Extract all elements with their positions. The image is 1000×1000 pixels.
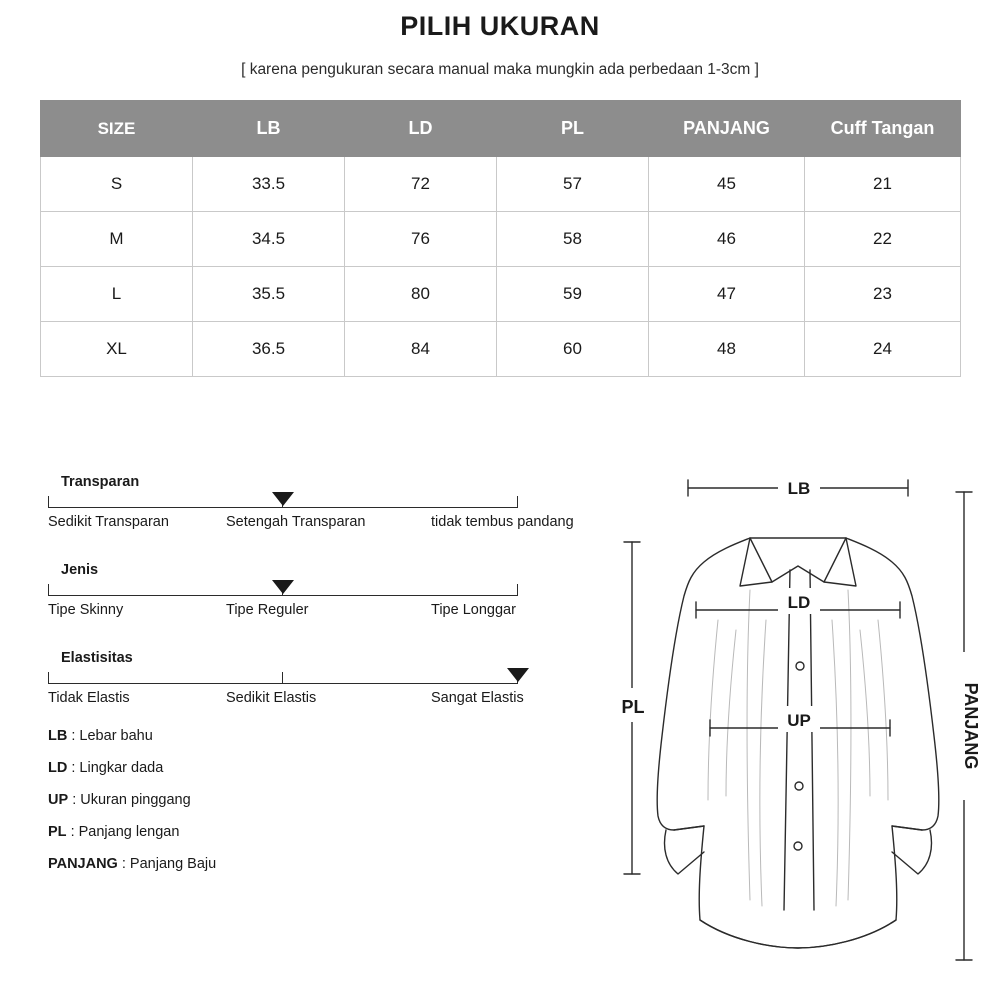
cell-panjang: 47 [649, 267, 805, 322]
cell-panjang: 45 [649, 157, 805, 212]
legend-value: : Panjang Baju [121, 856, 217, 872]
scale-axis [48, 595, 518, 596]
lower-section [0, 452, 1000, 1000]
cuff-right-flare [892, 830, 932, 874]
cell-cuff: 22 [805, 212, 961, 267]
scale-tick-label: Sangat Elastis [431, 690, 524, 706]
shirt-collar-opening [750, 538, 846, 582]
scale-tick-label: Setengah Transparan [226, 514, 366, 530]
scale-elastisitas [48, 650, 608, 712]
size-table-head [41, 101, 961, 157]
button-4 [795, 782, 803, 790]
legend-key: PL [48, 824, 67, 840]
panjang-label: PANJANG [961, 682, 981, 770]
legend-value: : Panjang lengan [70, 824, 180, 840]
scale-tick-label: Tipe Skinny [48, 602, 124, 618]
column-header-cuff-tangan: Cuff Tangan [805, 101, 961, 157]
scale-tick-label: Sedikit Elastis [226, 690, 317, 706]
scale-tick-label: Tipe Reguler [226, 602, 309, 618]
column-header-pl: PL [497, 101, 649, 157]
cuff-left-line [674, 826, 704, 830]
cell-cuff: 23 [805, 267, 961, 322]
cell-ld: 80 [345, 267, 497, 322]
size-table [40, 100, 961, 377]
cuff-right-line [892, 826, 922, 830]
page-title: PILIH UKURAN [400, 11, 600, 41]
up-label: UP [787, 711, 811, 730]
scale-transparan [48, 474, 608, 536]
scale-title: Transparan [61, 474, 140, 490]
shirt-diagram-svg [600, 470, 996, 982]
fold [726, 630, 736, 796]
fold [860, 630, 870, 796]
column-header-ld: LD [345, 101, 497, 157]
list-item [48, 728, 216, 744]
cell-size: XL [41, 322, 193, 377]
cell-pl: 60 [497, 322, 649, 377]
scale-bar [48, 671, 518, 684]
fold [878, 620, 888, 800]
cell-lb: 34.5 [193, 212, 345, 267]
table-row [41, 267, 961, 322]
column-header-lb: LB [193, 101, 345, 157]
cell-cuff: 24 [805, 322, 961, 377]
cell-panjang: 46 [649, 212, 805, 267]
scale-tick-label: Tipe Longgar [431, 602, 516, 618]
button-2 [796, 662, 804, 670]
scale-axis [48, 683, 518, 684]
fold [747, 590, 750, 900]
table-row [41, 212, 961, 267]
scale-tick [48, 672, 49, 684]
scale-bar [48, 495, 518, 508]
scale-tick-label: tidak tembus pandang [431, 514, 574, 530]
legend-value: : Lingkar dada [71, 760, 164, 776]
cell-lb: 35.5 [193, 267, 345, 322]
legend-key: LB [48, 728, 68, 744]
lb-label: LB [787, 479, 811, 498]
legend-value: : Ukuran pinggang [72, 792, 191, 808]
scale-marker-triangle-icon [507, 668, 529, 682]
list-item [48, 792, 216, 808]
ld-label: LD [787, 593, 811, 612]
scale-tick [517, 496, 518, 508]
legend-key: LD [48, 760, 68, 776]
attribute-scales [48, 474, 608, 738]
scale-tick [48, 496, 49, 508]
scale-tick [282, 672, 283, 684]
page-subtitle: [ karena pengukuran secara manual maka mungkin ada perbedaan 1-3cm ] [241, 61, 759, 78]
column-header-panjang: PANJANG [649, 101, 805, 157]
cell-ld: 84 [345, 322, 497, 377]
size-table-wrapper [0, 79, 1000, 377]
fold [832, 620, 838, 906]
garment-measurement-diagram [600, 470, 996, 982]
scale-tick-label: Tidak Elastis [48, 690, 130, 706]
scale-tick-labels [48, 602, 608, 624]
scale-title: Jenis [61, 562, 99, 578]
cuff-left-flare [665, 830, 705, 874]
placket-left [784, 570, 790, 910]
scale-tick-labels [48, 690, 608, 712]
table-row [41, 322, 961, 377]
scale-marker-triangle-icon [272, 580, 294, 594]
fold [708, 620, 718, 800]
list-item [48, 824, 216, 840]
scale-tick-labels [48, 514, 608, 536]
pl-label: PL [621, 697, 645, 717]
fold [760, 620, 766, 906]
cell-size: S [41, 157, 193, 212]
table-row [41, 157, 961, 212]
cell-cuff: 21 [805, 157, 961, 212]
scale-jenis [48, 562, 608, 624]
scale-title: Elastisitas [61, 650, 133, 666]
cell-panjang: 48 [649, 322, 805, 377]
placket-right [810, 570, 814, 910]
cell-lb: 33.5 [193, 157, 345, 212]
legend-key: PANJANG [48, 856, 118, 872]
scale-tick [48, 584, 49, 596]
scale-tick [517, 584, 518, 596]
list-item [48, 856, 216, 872]
button-5 [794, 842, 802, 850]
legend-key: UP [48, 792, 69, 808]
scale-bar [48, 583, 518, 596]
cell-size: M [41, 212, 193, 267]
column-header-size: SIZE [41, 101, 193, 157]
legend-list [48, 728, 216, 888]
fold [848, 590, 851, 900]
collar-left [740, 538, 772, 586]
cell-size: L [41, 267, 193, 322]
scale-tick-label: Sedikit Transparan [48, 514, 169, 530]
cell-pl: 59 [497, 267, 649, 322]
legend-value: : Lebar bahu [71, 728, 153, 744]
table-header-row [41, 101, 961, 157]
cell-lb: 36.5 [193, 322, 345, 377]
cell-ld: 72 [345, 157, 497, 212]
size-table-body [41, 157, 961, 377]
list-item [48, 760, 216, 776]
scale-marker-triangle-icon [272, 492, 294, 506]
shirt-hem [700, 920, 896, 948]
cell-ld: 76 [345, 212, 497, 267]
scale-axis [48, 507, 518, 508]
cell-pl: 57 [497, 157, 649, 212]
cell-pl: 58 [497, 212, 649, 267]
collar-right [824, 538, 856, 586]
